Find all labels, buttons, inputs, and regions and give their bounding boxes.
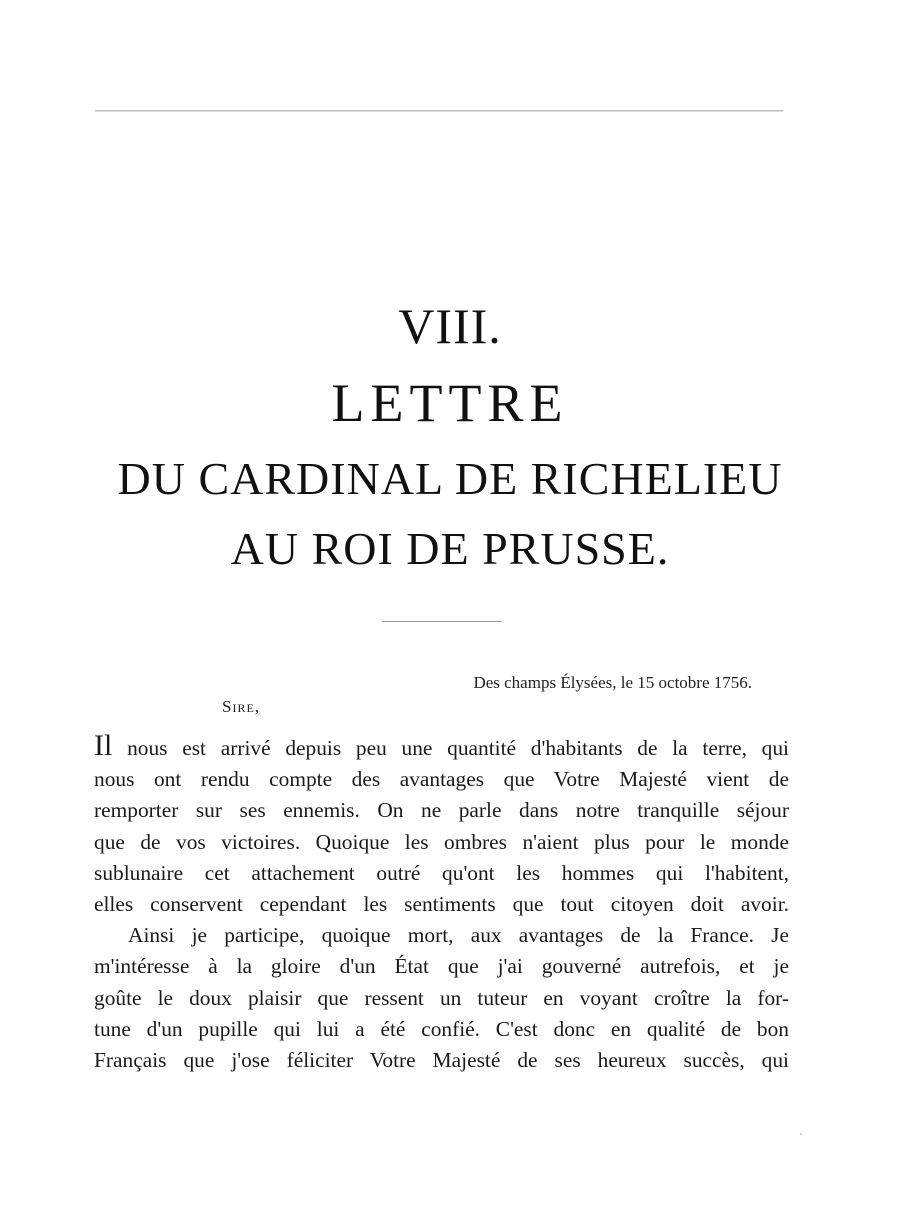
body-line: m'intéresse à la gloire d'un État que j'ai gouverné autrefois, et je (94, 954, 789, 979)
letter-body (94, 729, 789, 1076)
chapter-numeral: VIII. (398, 298, 502, 354)
salutation: Sire, (222, 697, 261, 716)
body-line: que de vos victoires. Quoique les ombres n'aient plus pour le monde (94, 829, 789, 854)
body-line: goûte le doux plaisir que ressent un tuteur en voyant croître la for- (94, 985, 789, 1010)
body-line: nous ont rendu compte des avantages que Votre Majesté vient de (94, 767, 789, 792)
body-line: tune d'un pupille qui lui a été confié. C'est donc en qualité de bon (94, 1016, 789, 1041)
body-line: sublunaire cet attachement outré qu'ont les hommes qui l'habitent, (94, 860, 789, 885)
body-line: elles conservent cependant les sentiments que tout citoyen doit avoir. (94, 892, 789, 917)
drop-cap: Il (94, 729, 113, 762)
paper-speck (800, 1133, 802, 1135)
body-line (94, 729, 789, 764)
body-line: Ainsi je participe, quoique mort, aux avantages de la France. Je (128, 923, 789, 948)
body-line-text: nous est arrivé depuis peu une quantité d'habitants de la terre, qui (112, 736, 789, 760)
top-rule (95, 110, 783, 112)
body-line: Français que j'ose féliciter Votre Majesté de ses heureux succès, qui (94, 1048, 789, 1073)
section-divider (382, 621, 502, 622)
heading-subtitle-line-1: DU CARDINAL DE RICHELIEU (117, 453, 783, 504)
body-line: remporter sur ses ennemis. On ne parle dans notre tranquille séjour (94, 798, 789, 823)
paragraph-2 (94, 920, 789, 1076)
paragraph-1 (94, 729, 789, 920)
heading-title: LETTRE (331, 373, 569, 433)
dateline: Des champs Élysées, le 15 octobre 1756. (473, 673, 752, 692)
heading-subtitle-line-2: AU ROI DE PRUSSE. (230, 523, 670, 574)
